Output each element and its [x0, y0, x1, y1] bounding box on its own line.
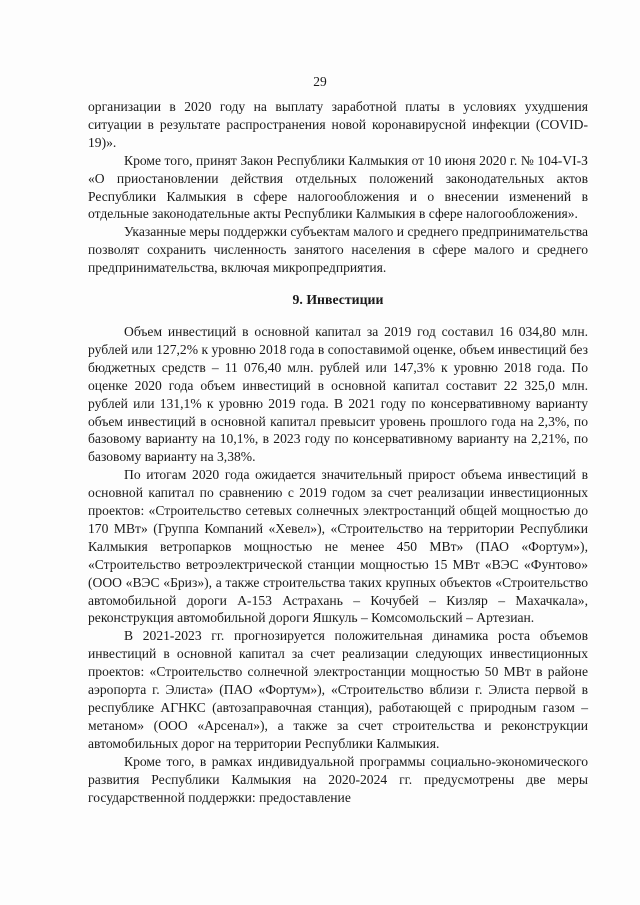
document-body [88, 98, 588, 806]
paragraph-investment-forecast: В 2021-2023 гг. прогнозируется положительная динамика роста объемов инвестиций в основной капитал за счет реализации следующих инвестиционных проектов: «Строительство солнечной электростанции мощностью 50 МВт в районе аэропорта г. Элиста» (ПАО «Фортум»), «Строительство вблизи г. Элиста первой в республике АГНКС (автозаправочная станция), работающей с природным газом – метаном» (ООО «Арсенал»), а также за счет строительства и реконструкции автомобильных дорог на территории Республики Калмыкия. [88, 628, 588, 751]
paragraph-law: Кроме того, принят Закон Республики Калмыкия от 10 июня 2020 г. № 104-VI-З «О приостановлении действия отдельных положений законодательных актов Республики Калмыкия в сфере налогообложения и о внесении изменений в отдельные законодательные акты Республики Калмыкия в сфере налогообложения». [88, 152, 588, 222]
paragraph-investment-volume: Объем инвестиций в основной капитал за 2019 год составил 16 034,80 млн. рублей или 127,2% к уровню 2018 года в сопоставимой оценке, объем инвестиций без бюджетных средств – 11 076,40 млн. рублей или 147,3% к уровню 2018 года. По оценке 2020 года объем инвестиций в основной капитал составит 22 325,0 млн. рублей или 131,1% к уровню 2019 года. В 2021 году по консервативному варианту объем инвестиций в основной капитал превысит уровень прошлого года на 2,3%, по базовому варианту на 10,1%, в 2023 году по консервативному варианту на 2,21%, по базовому варианту на 3,38%. [88, 323, 588, 465]
paragraph-state-support: Кроме того, в рамках индивидуальной программы социально-экономического развития Республики Калмыкия на 2020-2024 гг. предусмотрены две меры государственной поддержки: предоставление [88, 753, 588, 805]
paragraph-continuation: организации в 2020 году на выплату заработной платы в условиях ухудшения ситуации в результате распространения новой коронавирусной инфекции (COVID-19)». [88, 99, 588, 150]
page-number: 29 [313, 74, 327, 89]
paragraph-investment-projects-2020: По итогам 2020 года ожидается значительный прирост объема инвестиций в основной капитал по сравнению с 2019 годом за счет реализации инвестиционных проектов: «Строительство сетевых солнечных электростанций общей мощностью до 170 МВт» (Группа Компаний «Хевел»), «Строительство на территории Республики Калмыкия ветропарков мощностью не менее 450 МВт» (ПАО «Фортум»), «Строительство ветроэлектрической станции мощностью 15 МВт «ВЭС «Фунтово» (ООО «ВЭС «Бриз»), а также строительства таких крупных объектов «Строительство автомобильной дороги А-153 Астрахань – Кочубей – Кизляр – Махачкала», реконструкция автомобильной дороги Яшкуль – Комсомольский – Артезиан. [88, 467, 588, 626]
paragraph-support-measures: Указанные меры поддержки субъектам малого и среднего предпринимательства позволят сохранить численность занятого населения в сфере малого и среднего предпринимательства, включая микропредприятия. [88, 224, 588, 276]
section-heading: 9. Инвестиции [292, 292, 384, 308]
